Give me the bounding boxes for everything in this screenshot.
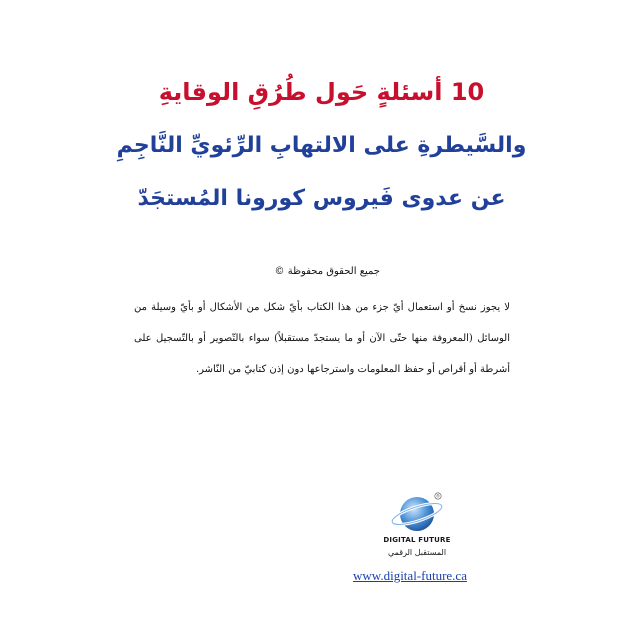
title-line-1: 10 أسئلةٍ حَول طُرُقِ الوقايةِ xyxy=(158,78,485,106)
title-line-2: والسَّيطرةِ على الالتهابِ الرِّئويِّ النَّاجِمِ xyxy=(116,133,527,158)
publisher-website-link[interactable]: www.digital-future.ca xyxy=(353,568,467,583)
copyright-notice: لا يجوز نسخ أو استعمال أيّ جزء من هذا الكتاب بأيّ شكل من الأشكال أو بأيّ وسيلة من الوسائل (المعروفة منها حتّى الآن أو ما يستجدّ مستقبلاً) سواء بالتّصوير أو بالتّسجيل على أشرطة أو أقراص أو حفظ المعلومات واسترجاعها دون إذن كتابيّ من النّاشر. xyxy=(134,302,510,375)
title-line-3: عن عدوى فَيروس كورونا المُستجَدّ xyxy=(137,186,506,211)
registered-mark: ® xyxy=(435,493,441,499)
publisher-name-ar: المستقبل الرقمي xyxy=(387,548,447,557)
globe-logo-icon xyxy=(388,490,446,534)
publisher-logo xyxy=(372,490,462,570)
copyright-heading: جميع الحقوق محفوظة © xyxy=(274,266,380,277)
publisher-name-en: DIGITAL FUTURE xyxy=(383,536,451,544)
